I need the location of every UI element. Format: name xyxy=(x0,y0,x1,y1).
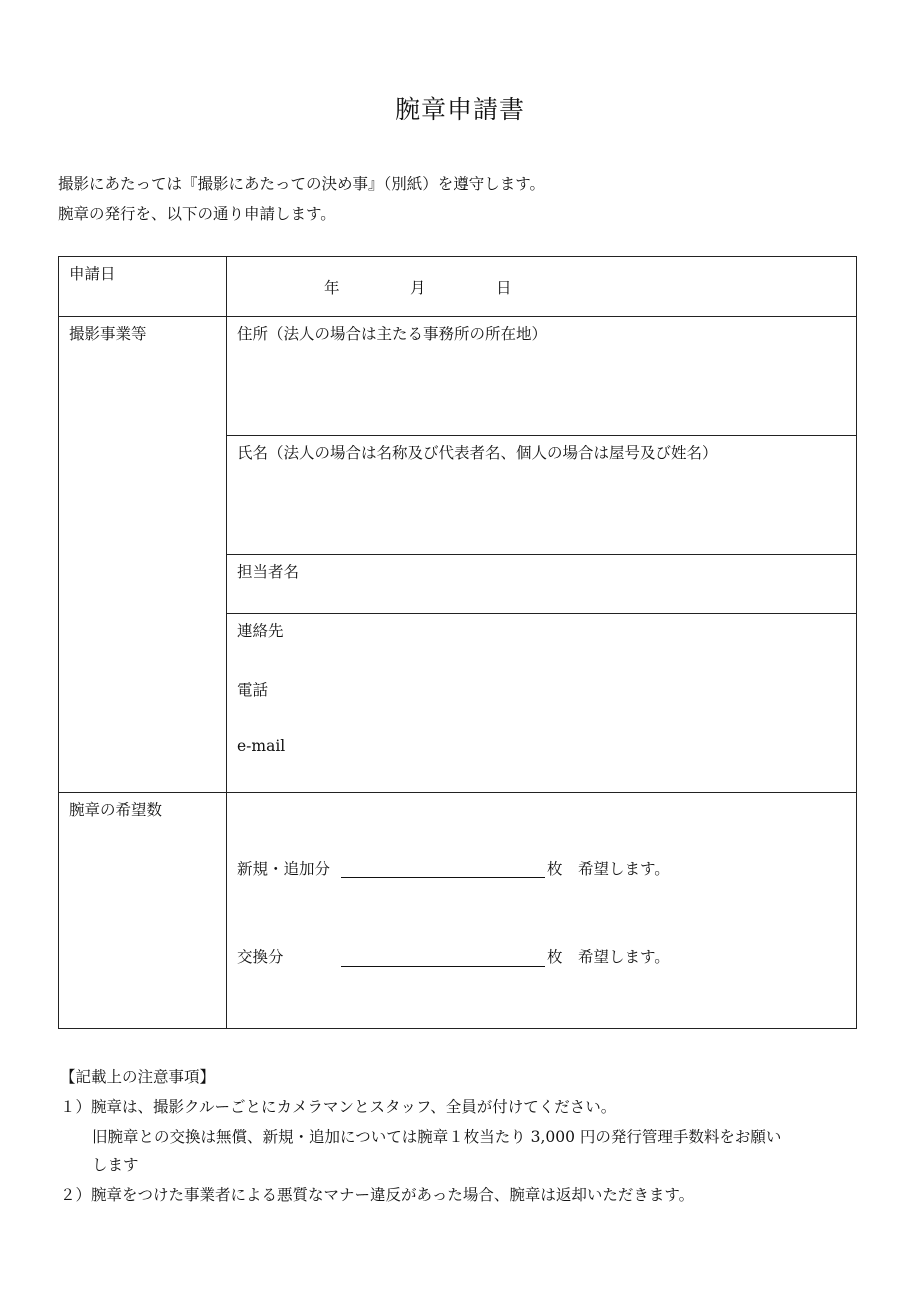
notes-heading: 【記載上の注意事項】 xyxy=(60,1068,216,1086)
application-form-table xyxy=(58,256,857,1029)
phone-field[interactable] xyxy=(289,675,846,699)
address-label: 住所（法人の場合は主たる事務所の所在地） xyxy=(237,325,548,343)
row-divider-date xyxy=(59,316,856,317)
contact-person-field[interactable] xyxy=(227,585,856,611)
date-month-field[interactable]: 月 xyxy=(410,279,426,297)
business-label: 撮影事業等 xyxy=(69,325,147,343)
exchange-armband-suffix: 枚 希望します。 xyxy=(547,948,670,966)
row-divider-contact-person xyxy=(226,613,856,614)
name-label: 氏名（法人の場合は名称及び代表者名、個人の場合は屋号及び姓名） xyxy=(237,444,718,462)
email-label: e-mail xyxy=(237,737,286,755)
exchange-armband-count-field[interactable] xyxy=(341,966,545,967)
name-field[interactable] xyxy=(227,466,856,552)
document-title: 腕章申請書 xyxy=(394,95,525,124)
contact-person-label: 担当者名 xyxy=(237,563,300,581)
date-year-field[interactable]: 年 xyxy=(324,279,340,297)
date-label: 申請日 xyxy=(69,265,116,283)
row-divider-address xyxy=(226,435,856,436)
exchange-armband-label: 交換分 xyxy=(237,948,284,966)
armband-label: 腕章の希望数 xyxy=(69,801,163,819)
new-armband-suffix: 枚 希望します。 xyxy=(547,860,670,878)
note-item-1-sub-1: 旧腕章との交換は無償、新規・追加については腕章１枚当たり 3,000 円の発行管理手数料をお願い xyxy=(92,1128,782,1146)
phone-label: 電話 xyxy=(237,681,269,699)
row-divider-name xyxy=(226,554,856,555)
intro-line-2: 腕章の発行を、以下の通り申請します。 xyxy=(58,205,336,223)
address-field[interactable] xyxy=(227,347,856,433)
date-day-field[interactable]: 日 xyxy=(496,279,512,297)
new-armband-label: 新規・追加分 xyxy=(237,860,331,878)
note-item-2: ２）腕章をつけた事業者による悪質なマナー違反があった場合、腕章は返却いただきます。 xyxy=(60,1186,695,1204)
contact-label: 連絡先 xyxy=(237,622,284,640)
intro-line-1: 撮影にあたっては『撮影にあたっての決め事』（別紙）を遵守します。 xyxy=(58,175,546,193)
email-field[interactable] xyxy=(299,734,846,758)
new-armband-count-field[interactable] xyxy=(341,877,545,878)
note-item-1: １）腕章は、撮影クルーごとにカメラマンとスタッフ、全員が付けてください。 xyxy=(60,1098,617,1116)
row-divider-armband xyxy=(59,792,856,793)
note-item-1-sub-2: します xyxy=(92,1156,139,1174)
